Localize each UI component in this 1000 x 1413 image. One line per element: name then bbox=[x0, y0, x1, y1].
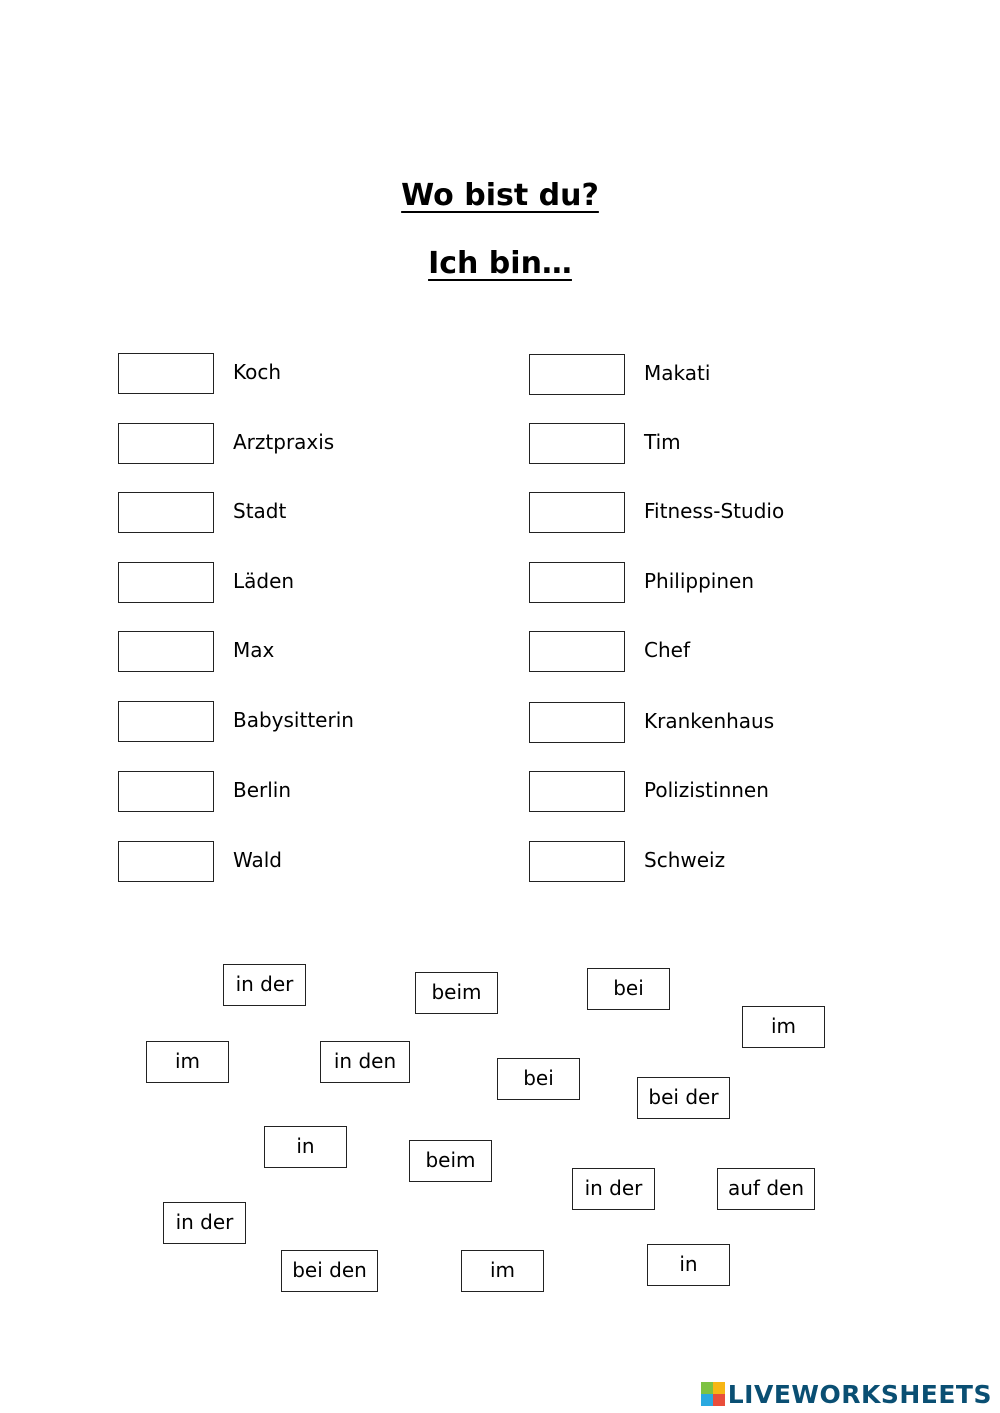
answer-drop-box[interactable] bbox=[529, 702, 625, 743]
answer-drop-box[interactable] bbox=[529, 841, 625, 882]
answer-drop-box[interactable] bbox=[529, 354, 625, 395]
word-chip[interactable]: im bbox=[461, 1250, 544, 1292]
noun-label: Philippinen bbox=[644, 569, 755, 593]
word-chip[interactable]: bei bbox=[497, 1058, 580, 1100]
noun-label: Fitness-Studio bbox=[644, 499, 785, 523]
noun-label: Makati bbox=[644, 361, 711, 385]
answer-drop-box[interactable] bbox=[118, 423, 214, 464]
answer-drop-box[interactable] bbox=[529, 771, 625, 812]
word-chip[interactable]: in der bbox=[163, 1202, 246, 1244]
word-chip[interactable]: beim bbox=[415, 972, 498, 1014]
word-chip[interactable]: bei den bbox=[281, 1250, 378, 1292]
noun-label: Babysitterin bbox=[233, 708, 354, 732]
answer-drop-box[interactable] bbox=[118, 562, 214, 603]
word-chip[interactable]: auf den bbox=[717, 1168, 815, 1210]
logo-square-red bbox=[713, 1394, 725, 1406]
noun-label: Stadt bbox=[233, 499, 287, 523]
word-chip[interactable]: beim bbox=[409, 1140, 492, 1182]
word-chip[interactable]: in bbox=[264, 1126, 347, 1168]
answer-drop-box[interactable] bbox=[118, 353, 214, 394]
liveworksheets-logo[interactable] bbox=[701, 1379, 992, 1409]
noun-label: Koch bbox=[233, 360, 282, 384]
answer-drop-box[interactable] bbox=[118, 492, 214, 533]
noun-label: Tim bbox=[644, 430, 681, 454]
answer-drop-box[interactable] bbox=[118, 841, 214, 882]
word-chip[interactable]: in bbox=[647, 1244, 730, 1286]
noun-label: Wald bbox=[233, 848, 283, 872]
liveworksheets-logo-icon bbox=[701, 1382, 725, 1406]
answer-drop-box[interactable] bbox=[118, 701, 214, 742]
logo-text: LIVEWORKSHEETS bbox=[727, 1379, 992, 1409]
word-chip[interactable]: im bbox=[742, 1006, 825, 1048]
logo-square-yellow bbox=[713, 1382, 725, 1394]
noun-label: Max bbox=[233, 638, 275, 662]
answer-drop-box[interactable] bbox=[529, 562, 625, 603]
answer-drop-box[interactable] bbox=[529, 492, 625, 533]
answer-drop-box[interactable] bbox=[118, 771, 214, 812]
page-title: Wo bist du? bbox=[401, 178, 599, 213]
answer-drop-box[interactable] bbox=[118, 631, 214, 672]
word-chip[interactable]: in der bbox=[223, 964, 306, 1006]
noun-label: Berlin bbox=[233, 778, 292, 802]
word-chip[interactable]: in den bbox=[320, 1041, 410, 1083]
noun-label: Schweiz bbox=[644, 848, 726, 872]
word-chip[interactable]: bei bbox=[587, 968, 670, 1010]
noun-label: Krankenhaus bbox=[644, 709, 775, 733]
logo-square-green bbox=[701, 1382, 713, 1394]
answer-drop-box[interactable] bbox=[529, 631, 625, 672]
word-chip[interactable]: in der bbox=[572, 1168, 655, 1210]
word-chip[interactable]: im bbox=[146, 1041, 229, 1083]
noun-label: Arztpraxis bbox=[233, 430, 335, 454]
logo-square-blue bbox=[701, 1394, 713, 1406]
noun-label: Läden bbox=[233, 569, 295, 593]
noun-label: Polizistinnen bbox=[644, 778, 769, 802]
noun-label: Chef bbox=[644, 638, 690, 662]
answer-drop-box[interactable] bbox=[529, 423, 625, 464]
word-chip[interactable]: bei der bbox=[637, 1077, 730, 1119]
page-subtitle: Ich bin… bbox=[428, 246, 572, 281]
